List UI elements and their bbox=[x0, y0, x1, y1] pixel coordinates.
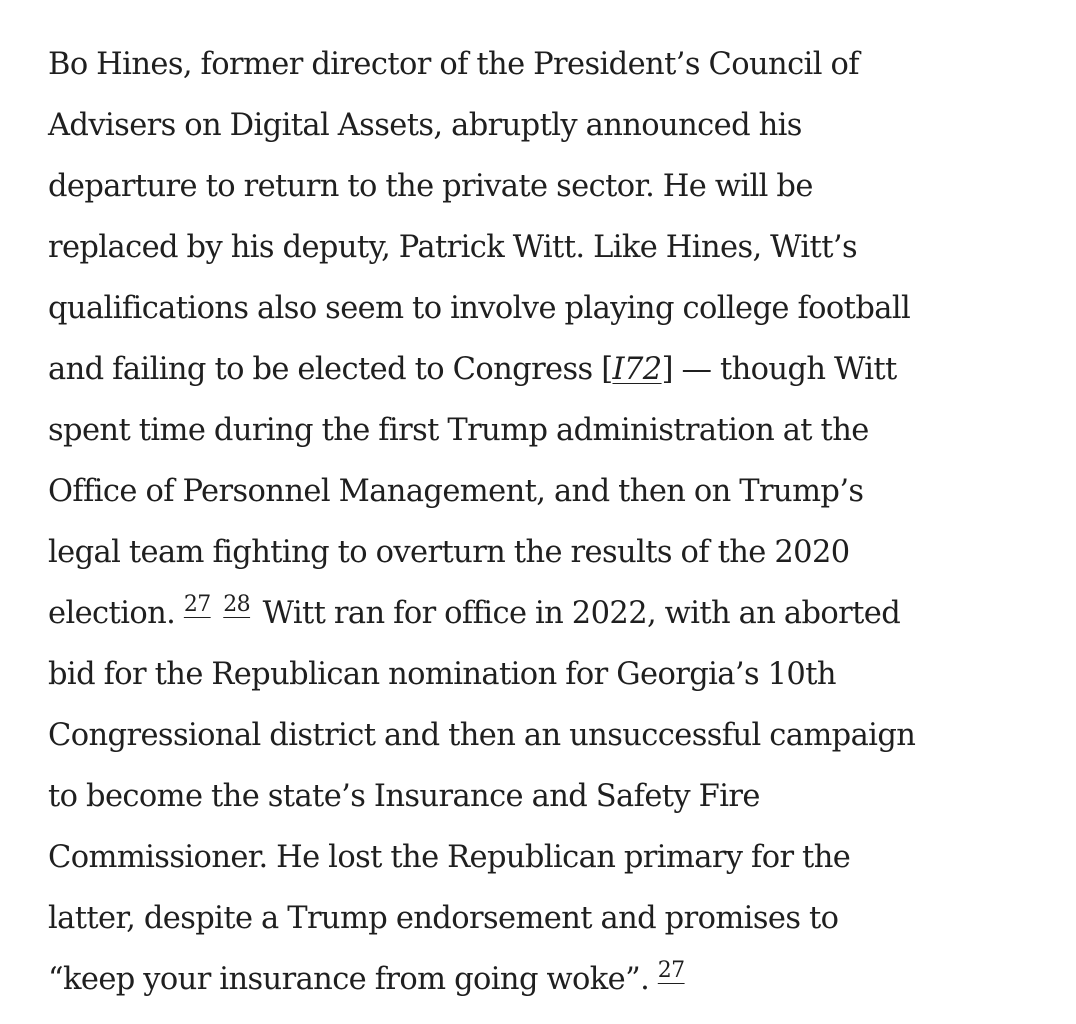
footnote-link[interactable]: 27 bbox=[183, 592, 211, 617]
paragraph-line bbox=[48, 583, 1038, 644]
paragraph-line: qualifications also seem to involve playing college football bbox=[48, 291, 911, 326]
paragraph-text: Witt ran for office in 2022, with an aborted bbox=[254, 596, 901, 631]
paragraph-line: replaced by his deputy, Patrick Witt. Like Hines, Witt’s bbox=[48, 230, 858, 265]
paragraph-line bbox=[48, 339, 1038, 400]
footnote-link[interactable]: 28 bbox=[223, 592, 251, 617]
article-paragraph bbox=[48, 34, 1038, 1010]
paragraph-line: to become the state’s Insurance and Safety Fire bbox=[48, 779, 760, 814]
paragraph-line: bid for the Republican nomination for Georgia’s 10th bbox=[48, 657, 836, 692]
paragraph-line: Congressional district and then an unsuccessful campaign bbox=[48, 718, 916, 753]
paragraph-line: Advisers on Digital Assets, abruptly announced his bbox=[48, 108, 802, 143]
paragraph-line: Office of Personnel Management, and then on Trump’s bbox=[48, 474, 864, 509]
paragraph-text: election. bbox=[48, 596, 176, 631]
paragraph-text: ] — though Witt bbox=[661, 352, 897, 387]
paragraph-line: departure to return to the private sector. He will be bbox=[48, 169, 813, 204]
issue-reference-link[interactable]: I72 bbox=[612, 352, 662, 387]
paragraph-line: latter, despite a Trump endorsement and promises to bbox=[48, 901, 839, 936]
paragraph-line bbox=[48, 949, 1038, 1010]
paragraph-line: spent time during the first Trump administration at the bbox=[48, 413, 869, 448]
paragraph-line: legal team fighting to overturn the results of the 2020 bbox=[48, 535, 850, 570]
paragraph-text: and failing to be elected to Congress [ bbox=[48, 352, 613, 387]
paragraph-line: Commissioner. He lost the Republican primary for the bbox=[48, 840, 851, 875]
footnote-link[interactable]: 27 bbox=[657, 958, 685, 983]
paragraph-line: Bo Hines, former director of the President’s Council of bbox=[48, 47, 859, 82]
paragraph-text: “keep your insurance from going woke”. bbox=[48, 962, 650, 997]
